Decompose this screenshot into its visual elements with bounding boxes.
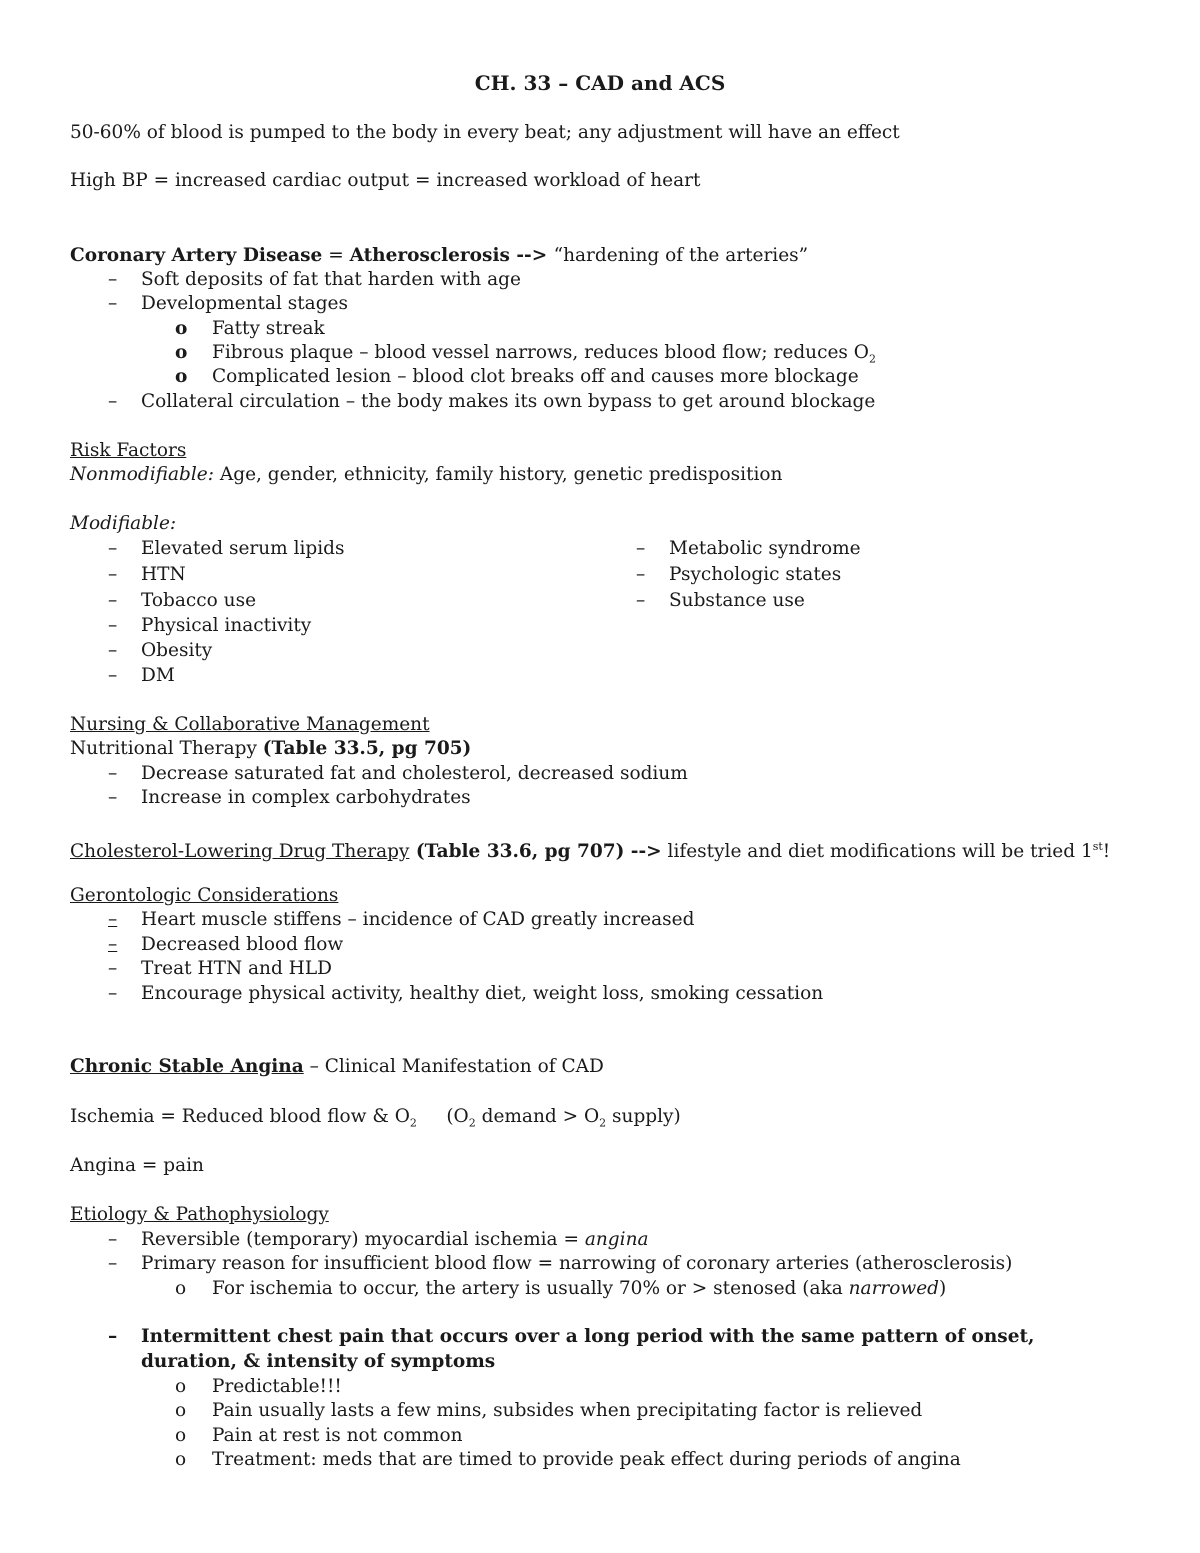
cholesterol-sup: st: [1092, 840, 1103, 853]
etiology-item-1-b: angina: [584, 1229, 649, 1250]
dash-bullet-icon: –: [108, 615, 118, 636]
circle-bullet-icon: o: [175, 1449, 187, 1470]
risk-left-item: Elevated serum lipids: [141, 538, 345, 559]
risk-left-item: Physical inactivity: [141, 615, 312, 636]
dash-bullet-icon: –: [108, 934, 118, 955]
cholesterol-ref: (Table 33.6, pg 707) -->: [409, 841, 662, 863]
risk-right-item: Psychologic states: [669, 564, 842, 585]
dash-bullet-icon: –: [108, 1326, 118, 1347]
ischemia-d: supply): [606, 1106, 681, 1127]
risk-left-item: DM: [141, 665, 175, 686]
nonmodifiable-label: Nonmodifiable:: [70, 464, 214, 485]
dash-bullet-icon: –: [108, 958, 118, 979]
dash-bullet-icon: –: [108, 640, 118, 661]
circle-bullet-icon: o: [175, 1400, 187, 1421]
dash-bullet-icon: –: [108, 269, 118, 290]
cad-heading: [70, 244, 808, 268]
cad-item-3-text: Collateral circulation – the body makes its own bypass to get around blockage: [141, 391, 876, 412]
dash-bullet-icon: –: [636, 564, 646, 585]
nursing-heading: Nursing & Collaborative Management: [70, 714, 430, 735]
nursing-item-1: Decrease saturated fat and cholesterol, decreased sodium: [141, 763, 688, 784]
cad-item-1-text: Soft deposits of fat that harden with age: [141, 269, 521, 290]
nutritional-therapy-line: [70, 737, 471, 761]
dash-bullet-icon: –: [108, 1229, 118, 1250]
circle-bullet-icon: o: [175, 342, 188, 363]
bold-point-line-2: duration, & intensity of symptoms: [141, 1351, 496, 1372]
stage-2-sub: 2: [868, 352, 876, 366]
nonmodifiable-line: [70, 463, 782, 487]
dash-bullet-icon: –: [108, 909, 118, 930]
dash-bullet-icon: –: [108, 763, 118, 784]
intro-line-1: 50-60% of blood is pumped to the body in every beat; any adjustment will have an effect: [70, 122, 900, 143]
ischemia-b: (O: [416, 1106, 469, 1127]
atherosclerosis-term: Atherosclerosis: [349, 245, 510, 266]
risk-right-item: Substance use: [669, 590, 805, 611]
dash-bullet-icon: –: [108, 1253, 118, 1274]
pattern-item-3: Pain at rest is not common: [212, 1425, 463, 1446]
pattern-item-4: Treatment: meds that are timed to provide peak effect during periods of angina: [212, 1449, 961, 1470]
stage-3-text: Complicated lesion – blood clot breaks off and causes more blockage: [212, 366, 859, 387]
nutritional-therapy-label: Nutritional Therapy: [70, 738, 263, 759]
dash-bullet-icon: –: [108, 665, 118, 686]
gerontologic-item-2: Decreased blood flow: [141, 934, 344, 955]
risk-heading: Risk Factors: [70, 440, 187, 461]
dash-bullet-icon: –: [108, 564, 118, 585]
cad-term: Coronary Artery Disease: [70, 245, 323, 266]
cholesterol-heading: Cholesterol-Lowering Drug Therapy: [70, 841, 410, 863]
cholesterol-text: lifestyle and diet modifications will be tried 1: [661, 841, 1093, 863]
dash-bullet-icon: –: [108, 983, 118, 1004]
etiology-heading: Etiology & Pathophysiology: [70, 1204, 329, 1225]
risk-left-item: Tobacco use: [141, 590, 257, 611]
bold-point-line-1: Intermittent chest pain that occurs over a long period with the same pattern of onset,: [141, 1326, 1035, 1347]
dash-bullet-icon: –: [636, 538, 646, 559]
gerontologic-item-1: Heart muscle stiffens – incidence of CAD greatly increased: [141, 909, 695, 930]
dash-bullet-icon: –: [636, 590, 646, 611]
nonmodifiable-text: Age, gender, ethnicity, family history, genetic predisposition: [214, 464, 783, 485]
dash-bullet-icon: –: [108, 787, 118, 808]
etiology-sub-item: [212, 1277, 946, 1301]
risk-left-item: HTN: [141, 564, 186, 585]
risk-right-item: Metabolic syndrome: [669, 538, 861, 559]
circle-bullet-icon: o: [175, 318, 188, 339]
nursing-item-2: Increase in complex carbohydrates: [141, 787, 471, 808]
page-title: CH. 33 – CAD and ACS: [474, 71, 726, 95]
cholesterol-line: [70, 835, 1110, 864]
circle-bullet-icon: o: [175, 366, 188, 387]
dash-bullet-icon: –: [108, 293, 118, 314]
o2-sub: 2: [409, 1116, 417, 1130]
cad-definition: “hardening of the arteries”: [553, 245, 809, 266]
pattern-item-2: Pain usually lasts a few mins, subsides when precipitating factor is relieved: [212, 1400, 923, 1421]
angina-heading: Chronic Stable Angina: [70, 1056, 304, 1077]
angina-heading-rest: – Clinical Manifestation of CAD: [303, 1056, 604, 1077]
circle-bullet-icon: o: [175, 1278, 187, 1299]
pattern-item-1: Predictable!!!: [212, 1376, 342, 1397]
cad-item-1: [108, 268, 117, 292]
cad-equals: =: [322, 245, 350, 266]
angina-pain-line: Angina = pain: [70, 1155, 204, 1176]
gerontologic-heading: Gerontologic Considerations: [70, 885, 339, 906]
dash-bullet-icon: –: [108, 590, 118, 611]
etiology-item-1: [141, 1228, 649, 1252]
intro-line-2: High BP = increased cardiac output = increased workload of heart: [70, 170, 701, 191]
cad-arrow: -->: [509, 245, 554, 266]
gerontologic-item-4: Encourage physical activity, healthy diet, weight loss, smoking cessation: [141, 983, 824, 1004]
circle-bullet-icon: o: [175, 1376, 187, 1397]
dash-bullet-icon: –: [108, 391, 118, 412]
etiology-sub-b: narrowed: [848, 1278, 940, 1299]
ischemia-line: [70, 1105, 681, 1136]
risk-left-item: Obesity: [141, 640, 213, 661]
circle-bullet-icon: o: [175, 1425, 187, 1446]
etiology-item-1-a: Reversible (temporary) myocardial ischemia =: [141, 1229, 585, 1250]
gerontologic-item-3: Treat HTN and HLD: [141, 958, 332, 979]
cholesterol-end: !: [1102, 841, 1111, 863]
dash-bullet-icon: –: [108, 538, 118, 559]
nutritional-therapy-ref: (Table 33.5, pg 705): [262, 738, 472, 759]
stage-2-main: Fibrous plaque – blood vessel narrows, reduces blood flow; reduces O: [212, 342, 869, 363]
etiology-item-2: Primary reason for insufficient blood flow = narrowing of coronary arteries (atherosclerosis): [141, 1253, 1013, 1274]
ischemia-a: Ischemia = Reduced blood flow & O: [70, 1106, 410, 1127]
etiology-sub-a: For ischemia to occur, the artery is usually 70% or > stenosed (aka: [212, 1278, 849, 1299]
cad-item-2-text: Developmental stages: [141, 293, 348, 314]
ischemia-c: demand > O: [475, 1106, 600, 1127]
modifiable-label: Modifiable:: [70, 513, 177, 534]
stage-1-text: Fatty streak: [212, 318, 325, 339]
angina-heading-line: [70, 1055, 604, 1079]
etiology-sub-c: ): [939, 1278, 947, 1299]
o2-sub: 2: [468, 1116, 476, 1130]
o2-sub: 2: [599, 1116, 607, 1130]
